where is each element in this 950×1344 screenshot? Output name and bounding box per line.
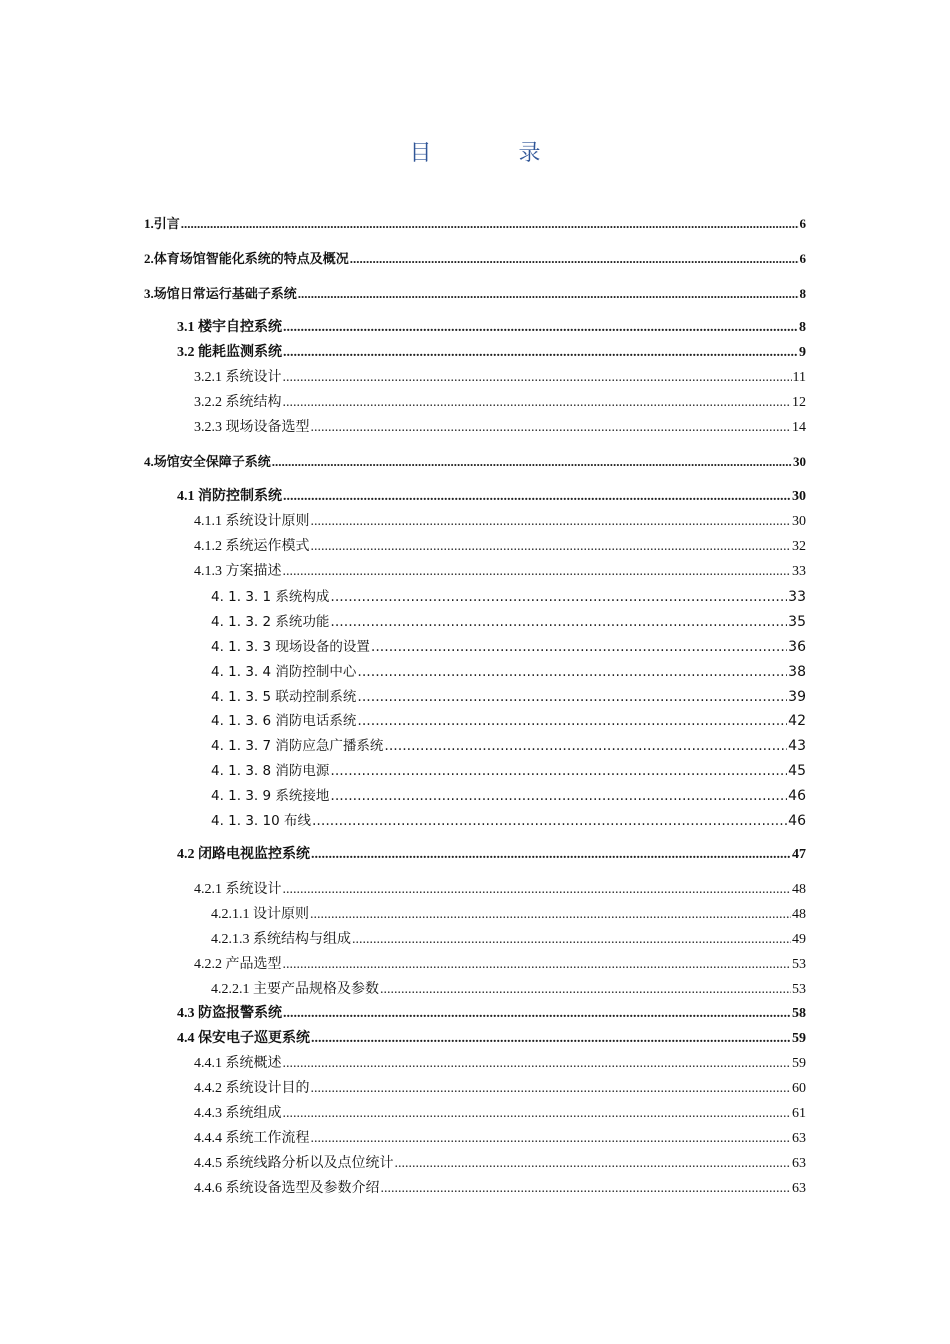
- toc-entry-page: 61: [792, 1106, 806, 1121]
- toc-leader: [283, 1004, 791, 1024]
- toc-entry-label: 4.4.5 系统线路分析以及点位统计: [194, 1156, 394, 1171]
- toc-entry-label: 4. 1. 3. 9 系统接地: [211, 788, 330, 804]
- toc-leader: [381, 1179, 792, 1199]
- toc-entry-page: 6: [799, 251, 806, 266]
- toc-entry[interactable]: [177, 1004, 806, 1024]
- toc-entry-page: 32: [792, 539, 806, 554]
- toc-entry[interactable]: [211, 637, 806, 657]
- toc-entry-page: 12: [792, 395, 806, 410]
- toc-entry-page: 35: [788, 614, 806, 630]
- toc-entry[interactable]: [177, 318, 806, 338]
- toc-entry-page: 58: [792, 1006, 806, 1021]
- toc-entry[interactable]: [194, 1154, 806, 1174]
- toc-entry-label: 4.3 防盗报警系统: [177, 1006, 282, 1021]
- toc-entry[interactable]: [211, 761, 806, 781]
- toc-title: 目 录: [409, 141, 581, 166]
- toc-entry-page: 63: [792, 1131, 806, 1146]
- toc-entry-label: 4.2.1.3 系统结构与组成: [211, 932, 351, 947]
- toc-entry-page: 59: [792, 1056, 806, 1071]
- toc-entry-label: 4.4 保安电子巡更系统: [177, 1031, 310, 1046]
- toc-entry[interactable]: [194, 418, 806, 438]
- toc-entry[interactable]: [211, 980, 806, 1000]
- toc-leader: [283, 880, 792, 900]
- toc-entry-label: 2.体育场馆智能化系统的特点及概况: [144, 251, 349, 266]
- toc-leader: [310, 905, 791, 925]
- toc-leader: [311, 512, 792, 532]
- toc-entry-page: 60: [792, 1081, 806, 1096]
- toc-entry-label: 4.2.2 产品选型: [194, 957, 282, 972]
- toc-entry-label: 3.2.1 系统设计: [194, 370, 282, 385]
- toc-entry[interactable]: [211, 930, 806, 950]
- toc-entry-label: 4. 1. 3. 3 现场设备的设置: [211, 639, 370, 655]
- toc-leader: [283, 318, 798, 338]
- toc-leader: [283, 368, 792, 388]
- toc-entry-label: 4.2 闭路电视监控系统: [177, 847, 310, 862]
- toc-leader: [283, 955, 792, 975]
- toc-entry-page: 8: [799, 320, 806, 335]
- toc-entry-label: 3.2.3 现场设备选型: [194, 420, 310, 435]
- toc-entry-page: 53: [792, 957, 806, 972]
- toc-entry-page: 8: [799, 286, 806, 301]
- toc-leader: [283, 1104, 792, 1124]
- toc-entry-label: 4.4.2 系统设计目的: [194, 1081, 310, 1096]
- toc-entry[interactable]: [211, 786, 806, 806]
- toc-entry-page: 6: [799, 216, 806, 231]
- toc-leader: [311, 1029, 791, 1049]
- toc-entry-label: 4.2.2.1 主要产品规格及参数: [211, 982, 379, 997]
- toc-entry-label: 3.2.2 系统结构: [194, 395, 282, 410]
- toc-leader: [311, 418, 792, 438]
- toc-entry[interactable]: [177, 343, 806, 363]
- toc-entry-label: 4. 1. 3. 6 消防电话系统: [211, 713, 357, 729]
- toc-entry[interactable]: [144, 249, 806, 269]
- toc-entry-page: 43: [788, 738, 806, 754]
- toc-entry-label: 4. 1. 3. 7 消防应急广播系统: [211, 738, 384, 754]
- toc-leader: [283, 562, 792, 582]
- toc-entry[interactable]: [211, 905, 806, 925]
- toc-entry-label: 4.2.1 系统设计: [194, 882, 282, 897]
- toc-entry[interactable]: [194, 1104, 806, 1124]
- toc-entry[interactable]: [177, 845, 806, 865]
- toc-entry-page: 36: [788, 639, 806, 655]
- toc-entry[interactable]: [144, 284, 806, 304]
- toc-leader: [357, 662, 787, 682]
- toc-entry-label: 4.1.1 系统设计原则: [194, 514, 310, 529]
- toc-entry[interactable]: [194, 512, 806, 532]
- toc-entry-page: 38: [788, 664, 806, 680]
- toc-entry[interactable]: [144, 452, 806, 472]
- toc-leader: [352, 930, 791, 950]
- toc-leader: [330, 786, 787, 806]
- toc-entry-page: 30: [793, 454, 806, 469]
- toc-entry-page: 39: [788, 689, 806, 705]
- toc-entry[interactable]: [194, 393, 806, 413]
- toc-entry-label: 4.4.1 系统概述: [194, 1056, 282, 1071]
- toc-entry-label: 4. 1. 3. 8 消防电源: [211, 763, 330, 779]
- toc-entry[interactable]: [177, 487, 806, 507]
- toc-entry-label: 4.1.2 系统运作模式: [194, 539, 310, 554]
- toc-entry-label: 1.引言: [144, 216, 180, 231]
- toc-entry[interactable]: [211, 736, 806, 756]
- toc-entry-page: 45: [788, 763, 806, 779]
- toc-entry[interactable]: [144, 214, 806, 234]
- toc-entry-page: 59: [792, 1031, 806, 1046]
- toc-entry-label: 4. 1. 3. 10 布线: [211, 813, 311, 829]
- toc-entry-label: 4.4.4 系统工作流程: [194, 1131, 310, 1146]
- toc-entry[interactable]: [211, 612, 806, 632]
- toc-entry[interactable]: [211, 811, 806, 831]
- toc-leader: [312, 811, 787, 831]
- toc-entry[interactable]: [211, 711, 806, 731]
- toc-entry-label: 3.2 能耗监测系统: [177, 345, 282, 360]
- toc-leader: [330, 761, 787, 781]
- toc-entry[interactable]: [194, 1054, 806, 1074]
- toc-leader: [283, 343, 798, 363]
- toc-entry[interactable]: [194, 1129, 806, 1149]
- toc-entry-label: 3.场馆日常运行基础子系统: [144, 286, 297, 301]
- toc-entry-page: 46: [788, 788, 806, 804]
- toc-entry[interactable]: [211, 687, 806, 707]
- toc-leader: [298, 284, 799, 304]
- toc-entry-label: 4. 1. 3. 2 系统功能: [211, 614, 330, 630]
- toc-leader: [311, 845, 791, 865]
- toc-entry-label: 3.1 楼宇自控系统: [177, 320, 282, 335]
- toc-entry[interactable]: [211, 587, 806, 607]
- toc-entry-label: 4.1 消防控制系统: [177, 489, 282, 504]
- toc-leader: [272, 452, 792, 472]
- toc-leader: [371, 637, 787, 657]
- toc-entry[interactable]: [194, 562, 806, 582]
- toc-entry[interactable]: [194, 880, 806, 900]
- toc-leader: [283, 1054, 792, 1074]
- toc-leader: [384, 736, 787, 756]
- toc-leader: [311, 1129, 792, 1149]
- toc-leader: [283, 487, 791, 507]
- toc-entry[interactable]: [211, 662, 806, 682]
- toc-entry-page: 14: [792, 420, 806, 435]
- toc-entry-page: 42: [788, 713, 806, 729]
- toc-entry[interactable]: [194, 1179, 806, 1199]
- toc-entry-page: 30: [792, 489, 806, 504]
- toc-entry-label: 4. 1. 3. 4 消防控制中心: [211, 664, 357, 680]
- toc-entry-label: 4. 1. 3. 5 联动控制系统: [211, 689, 357, 705]
- toc-entry-page: 48: [792, 882, 806, 897]
- toc-entry-page: 33: [792, 564, 806, 579]
- toc-entry-label: 4. 1. 3. 1 系统构成: [211, 589, 330, 605]
- toc-entry-label: 4.场馆安全保障子系统: [144, 454, 271, 469]
- toc-leader: [283, 393, 792, 413]
- toc-leader: [380, 980, 791, 1000]
- toc-entry-page: 11: [792, 370, 806, 385]
- toc-leader: [395, 1154, 792, 1174]
- toc-entry[interactable]: [194, 955, 806, 975]
- toc-leader: [330, 587, 787, 607]
- toc-entry-page: 9: [799, 345, 806, 360]
- toc-leader: [357, 711, 787, 731]
- toc-entry[interactable]: [194, 1079, 806, 1099]
- toc-entry-page: 30: [792, 514, 806, 529]
- toc-entry[interactable]: [194, 368, 806, 388]
- toc-entry-label: 4.4.3 系统组成: [194, 1106, 282, 1121]
- toc-leader: [181, 214, 799, 234]
- toc-leader: [311, 1079, 792, 1099]
- toc-leader: [357, 687, 787, 707]
- toc-entry-label: 4.2.1.1 设计原则: [211, 907, 309, 922]
- toc-entry-page: 63: [792, 1181, 806, 1196]
- toc-entry-page: 48: [792, 907, 806, 922]
- toc-entry-page: 33: [788, 589, 806, 605]
- toc-entry-page: 46: [788, 813, 806, 829]
- toc-leader: [350, 249, 799, 269]
- toc-entry-page: 47: [792, 847, 806, 862]
- toc-entry-page: 63: [792, 1156, 806, 1171]
- toc-entry-label: 4.4.6 系统设备选型及参数介绍: [194, 1181, 380, 1196]
- toc-entry-page: 53: [792, 982, 806, 997]
- toc-entry-label: 4.1.3 方案描述: [194, 564, 282, 579]
- toc-leader: [311, 537, 792, 557]
- toc-entry-page: 49: [792, 932, 806, 947]
- toc-leader: [330, 612, 787, 632]
- toc-entry[interactable]: [177, 1029, 806, 1049]
- toc-entry[interactable]: [194, 537, 806, 557]
